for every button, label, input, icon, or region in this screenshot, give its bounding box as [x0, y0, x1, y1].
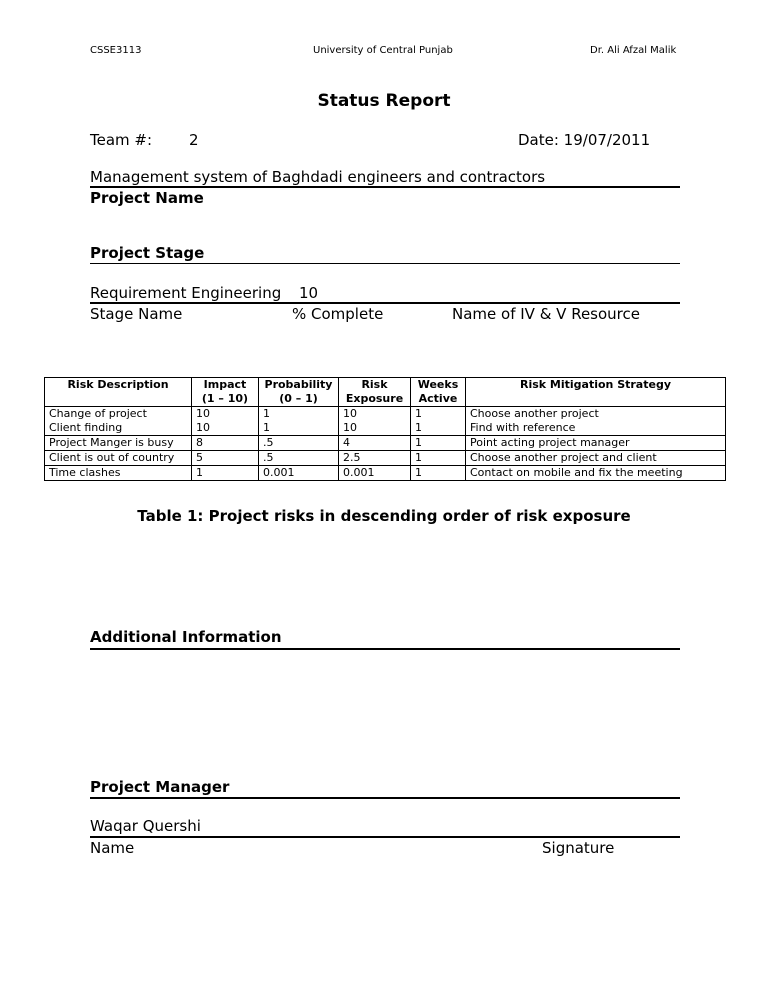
manager-name-rule	[90, 836, 680, 838]
risk-description-cell: Project Manger is busy	[45, 436, 192, 451]
exposure-cell: 10	[339, 407, 411, 422]
report-date: Date: 19/07/2011	[518, 131, 651, 149]
header-risk-exposure: Risk Exposure	[339, 378, 411, 407]
probability-cell: 1	[259, 421, 339, 436]
weeks-active-cell: 1	[411, 451, 466, 466]
stage-name-label: Stage Name	[90, 305, 183, 323]
percent-complete-label: % Complete	[292, 305, 384, 323]
exposure-cell: 2.5	[339, 451, 411, 466]
project-manager-label: Project Manager	[90, 778, 230, 796]
table-row	[45, 436, 726, 451]
table-row	[45, 466, 726, 481]
project-stage-rule	[90, 263, 680, 264]
weeks-active-cell: 1	[411, 421, 466, 436]
risk-table	[44, 377, 726, 481]
header-impact: Impact (1 – 10)	[192, 378, 259, 407]
project-name-rule	[90, 186, 680, 188]
stage-rule	[90, 302, 680, 304]
probability-cell: .5	[259, 436, 339, 451]
project-name-label: Project Name	[90, 189, 204, 207]
signature-label: Signature	[542, 839, 615, 857]
impact-cell: 5	[192, 451, 259, 466]
project-stage-label: Project Stage	[90, 244, 205, 262]
probability-cell: 1	[259, 407, 339, 422]
resource-label: Name of IV & V Resource	[452, 305, 640, 323]
risk-description-cell: Client finding	[45, 421, 192, 436]
risk-table-header-row	[45, 378, 726, 407]
manager-name-label: Name	[90, 839, 135, 857]
weeks-active-cell: 1	[411, 407, 466, 422]
weeks-active-cell: 1	[411, 436, 466, 451]
impact-cell: 8	[192, 436, 259, 451]
manager-name-value: Waqar Quershi	[90, 817, 201, 835]
course-code: CSSE3113	[90, 45, 142, 56]
page-title: Status Report	[317, 91, 451, 111]
mitigation-cell: Find with reference	[466, 421, 726, 436]
table-row	[45, 421, 726, 436]
header-probability: Probability (0 – 1)	[259, 378, 339, 407]
stage-name-value: Requirement Engineering	[90, 284, 282, 302]
table-row	[45, 407, 726, 422]
risk-description-cell: Change of project	[45, 407, 192, 422]
university-name: University of Central Punjab	[313, 45, 453, 56]
additional-info-rule	[90, 648, 680, 650]
impact-cell: 1	[192, 466, 259, 481]
project-name-value: Management system of Baghdadi engineers and contractors	[90, 168, 546, 186]
exposure-cell: 10	[339, 421, 411, 436]
instructor-name: Dr. Ali Afzal Malik	[590, 45, 677, 56]
header-mitigation-strategy: Risk Mitigation Strategy	[466, 378, 726, 407]
mitigation-cell: Choose another project and client	[466, 451, 726, 466]
project-manager-rule	[90, 797, 680, 799]
weeks-active-cell: 1	[411, 466, 466, 481]
additional-info-label: Additional Information	[90, 628, 282, 646]
probability-cell: 0.001	[259, 466, 339, 481]
probability-cell: .5	[259, 451, 339, 466]
mitigation-cell: Choose another project	[466, 407, 726, 422]
team-number: 2	[189, 131, 199, 149]
exposure-cell: 4	[339, 436, 411, 451]
exposure-cell: 0.001	[339, 466, 411, 481]
risk-description-cell: Client is out of country	[45, 451, 192, 466]
header-weeks-active: Weeks Active	[411, 378, 466, 407]
risk-description-cell: Time clashes	[45, 466, 192, 481]
impact-cell: 10	[192, 421, 259, 436]
team-label: Team #:	[90, 131, 153, 149]
mitigation-cell: Contact on mobile and fix the meeting	[466, 466, 726, 481]
mitigation-cell: Point acting project manager	[466, 436, 726, 451]
table-caption: Table 1: Project risks in descending order of risk exposure	[137, 507, 631, 525]
impact-cell: 10	[192, 407, 259, 422]
percent-complete-value: 10	[299, 284, 319, 302]
header-risk-description: Risk Description	[45, 378, 192, 407]
table-row	[45, 451, 726, 466]
